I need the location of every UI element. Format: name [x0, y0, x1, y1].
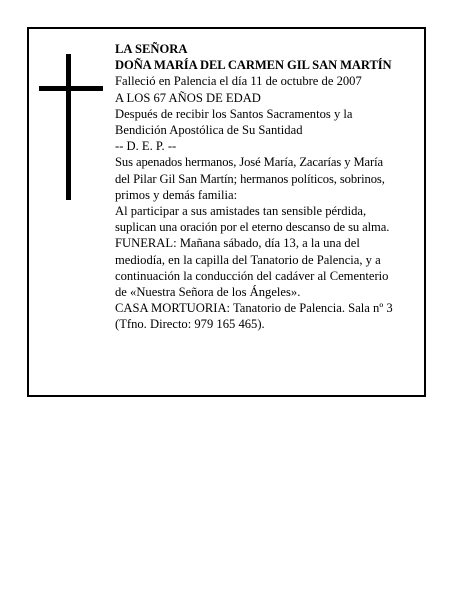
- honorific-line: LA SEÑORA: [115, 42, 188, 56]
- funeral-line-1: FUNERAL: Mañana sábado, día 13, a la una del: [115, 236, 360, 251]
- death-date-line: Falleció en Palencia el día 11 de octubre de 2007: [115, 74, 362, 89]
- cross-vertical-bar: [66, 54, 71, 200]
- cross-horizontal-bar: [39, 86, 103, 91]
- obituary-notice: [27, 27, 426, 397]
- age-line: A LOS 67 AÑOS DE EDAD: [115, 90, 261, 105]
- message-line-2: suplican una oración por el eterno descanso de su alma.: [115, 220, 390, 235]
- rip-line: -- D. E. P. --: [115, 139, 177, 154]
- deceased-name: DOÑA MARÍA DEL CARMEN GIL SAN MARTÍN: [115, 58, 392, 73]
- funeral-line-4: de «Nuestra Señora de los Ángeles».: [115, 285, 301, 300]
- latin-cross-icon: [39, 54, 103, 200]
- notice-text: [115, 41, 427, 333]
- family-line-2: del Pilar Gil San Martín; hermanos políticos, sobrinos,: [115, 171, 385, 186]
- sacraments-line-2: Bendición Apostólica de Su Santidad: [115, 123, 303, 138]
- funeral-line-3: continuación la conducción del cadáver al Cementerio: [115, 268, 389, 283]
- family-line-1: Sus apenados hermanos, José María, Zacarías y María: [115, 155, 384, 170]
- sacraments-line-1: Después de recibir los Santos Sacramentos y la: [115, 106, 353, 121]
- message-line-1: Al participar a sus amistades tan sensible pérdida,: [115, 204, 367, 219]
- mortuary-line-1: CASA MORTUORIA: Tanatorio de Palencia. Sala nº 3: [115, 301, 393, 316]
- mortuary-line-2: (Tfno. Directo: 979 165 465).: [115, 317, 265, 332]
- family-line-3: primos y demás familia:: [115, 187, 238, 202]
- funeral-line-2: mediodía, en la capilla del Tanatorio de Palencia, y a: [115, 252, 381, 267]
